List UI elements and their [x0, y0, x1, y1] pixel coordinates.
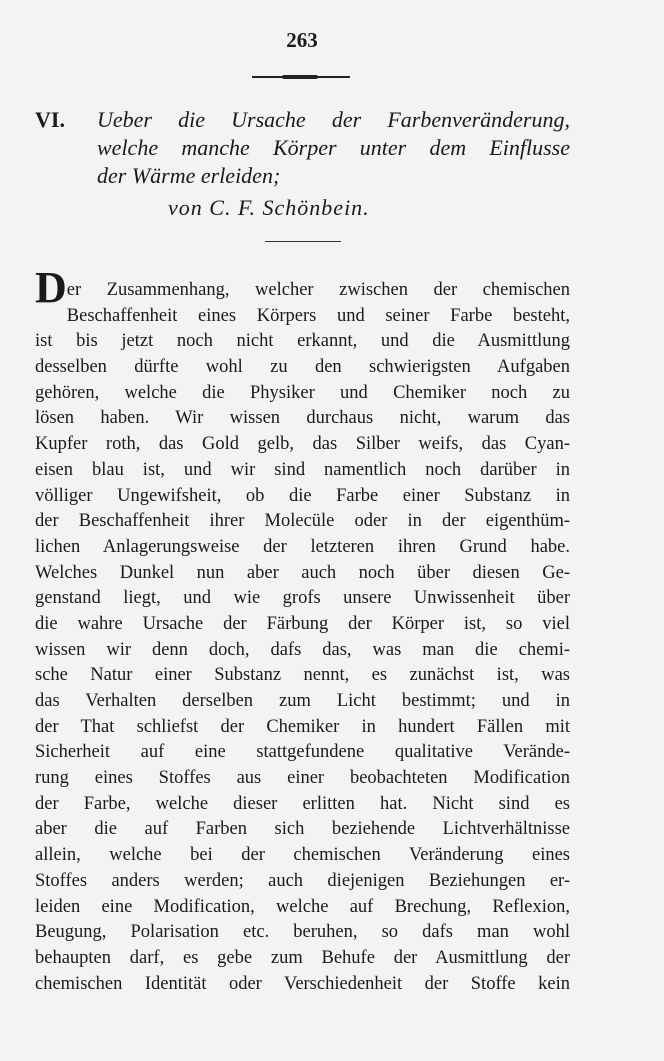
- text-line: [35, 329, 570, 355]
- text-line-content: das Verhalten derselben zum Licht bestimmt; und in: [35, 691, 570, 711]
- section-number: VI.: [35, 107, 65, 132]
- text-line-content: Beugung, Polarisation etc. beruhen, so dafs man wohl: [35, 922, 570, 943]
- text-line-content: desselben dürfte wohl zu den schwierigsten Aufgaben: [35, 357, 570, 378]
- text-line-content: rung eines Stoffes aus einer beobachteten Modification: [35, 768, 570, 789]
- text-line: [35, 895, 570, 921]
- text-line-content: gehören, welche die Physiker und Chemiker noch zu: [35, 382, 570, 403]
- text-line: [35, 484, 570, 510]
- text-line: [35, 920, 570, 946]
- text-line-content: aber die auf Farben sich beziehende Lichtverhältnisse: [35, 819, 570, 840]
- text-line-content: leiden eine Modification, welche auf Brechung, Reflexion,: [35, 896, 570, 917]
- text-line: [35, 817, 570, 843]
- title-line: der Wärme erleiden;: [97, 163, 281, 188]
- text-line-content: Beschaffenheit eines Körpers und seiner Farbe besteht,: [66, 305, 570, 326]
- text-line: [35, 689, 570, 715]
- text-line: [35, 263, 570, 312]
- text-line: [35, 715, 570, 741]
- text-line-content: Welches Dunkel nun aber auch noch über diesen Ge-: [35, 562, 570, 583]
- title-line: welche manche Körper unter dem Einflusse: [97, 135, 570, 160]
- article-heading: [35, 106, 570, 222]
- text-line: [35, 535, 570, 561]
- text-line-content: Kupfer roth, das Gold gelb, das Silber weifs, das Cyan-: [35, 434, 570, 455]
- text-line: [35, 406, 570, 432]
- text-line-content: der That schliefst der Chemiker in hundert Fällen mit: [35, 716, 570, 737]
- first-line-text: er Zusammenhang, welcher zwischen der chemischen: [66, 280, 570, 300]
- page-number: 263: [286, 28, 318, 52]
- body-text: [35, 263, 570, 997]
- text-line-content: wissen wir denn doch, dafs das, was man die chemi-: [35, 639, 570, 660]
- title-rule: [265, 241, 341, 242]
- drop-cap: D: [35, 263, 67, 312]
- text-line-content: der Beschaffenheit ihrer Molecüle oder in der eigenthüm-: [35, 511, 570, 532]
- text-line: [35, 638, 570, 664]
- text-line-content: ist bis jetzt noch nicht erkannt, und die Ausmittlung: [35, 331, 570, 352]
- text-line-content: allein, welche bei der chemischen Veränderung eines: [35, 845, 570, 866]
- text-line: [35, 792, 570, 818]
- text-line: [35, 946, 570, 972]
- text-line: [35, 304, 570, 330]
- text-line-content: eisen blau ist, und wir sind namentlich noch darüber in: [35, 459, 570, 480]
- text-line-content: sche Natur einer Substanz nennt, es zunächst ist, was: [35, 665, 570, 686]
- text-line: [35, 355, 570, 381]
- text-line-content: Sicherheit auf eine stattgefundene qualitative Verände-: [35, 742, 570, 763]
- text-line: [35, 869, 570, 895]
- text-line: [35, 561, 570, 587]
- text-line: [35, 586, 570, 612]
- text-line-content: Stoffes anders werden; auch diejenigen Beziehungen er-: [35, 870, 570, 891]
- text-line: [35, 663, 570, 689]
- text-line-content: die wahre Ursache der Färbung der Körper ist, so viel: [35, 613, 570, 634]
- text-line: [35, 432, 570, 458]
- text-line-content: chemischen Identität oder Verschiedenheit der Stoffe kein: [35, 973, 570, 994]
- text-line-content: behaupten darf, es gebe zum Behufe der Ausmittlung der: [35, 947, 570, 968]
- text-line: [35, 740, 570, 766]
- text-line-content: der Farbe, welche dieser erlitten hat. Nicht sind es: [35, 793, 570, 814]
- title-line: Ueber die Ursache der Farbenveränderung,: [97, 107, 570, 132]
- text-line: [35, 612, 570, 638]
- header-rule: [252, 76, 350, 78]
- text-line-content: lösen haben. Wir wissen durchaus nicht, warum das: [35, 408, 570, 429]
- text-line-content: lichen Anlagerungsweise der letzteren ihren Grund habe.: [35, 536, 570, 557]
- text-line: [35, 381, 570, 407]
- text-line-content: völliger Ungewifsheit, ob die Farbe einer Substanz in: [35, 485, 570, 506]
- text-line: [35, 766, 570, 792]
- text-line: [35, 843, 570, 869]
- text-line: [35, 509, 570, 535]
- text-line: [35, 972, 570, 998]
- text-line-content: genstand liegt, und wie grofs unsere Unwissenheit über: [35, 588, 570, 609]
- author-line: von C. F. Schönbein.: [168, 195, 370, 220]
- text-line: [35, 458, 570, 484]
